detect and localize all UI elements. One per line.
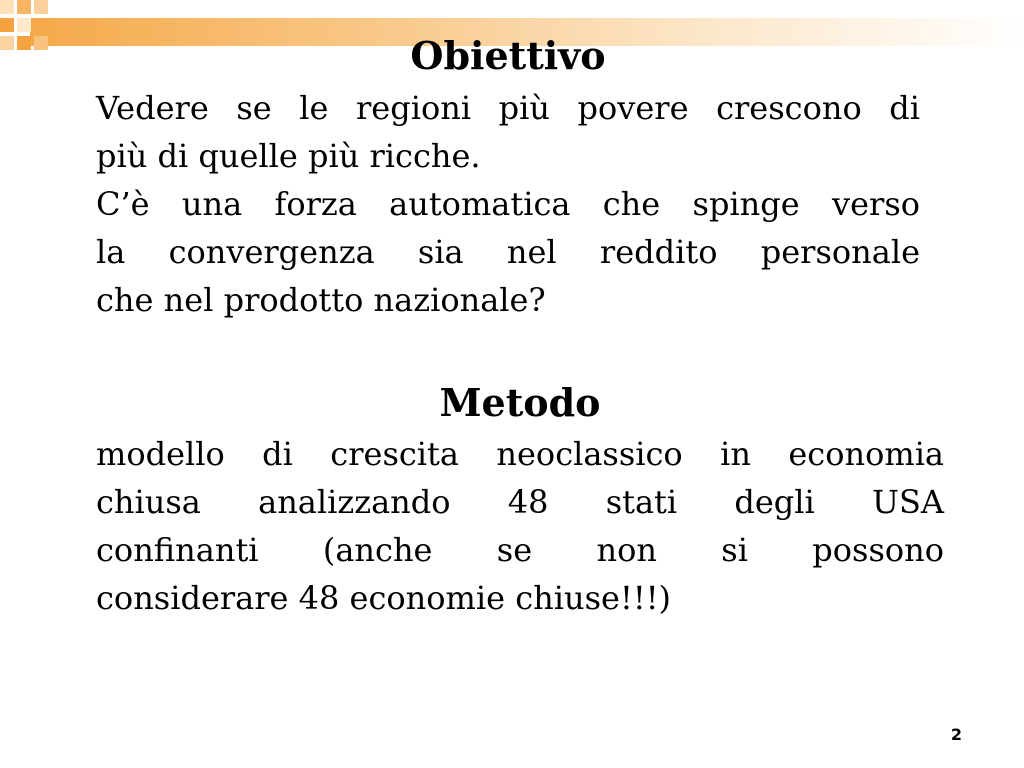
decorative-square [0, 0, 14, 14]
obiettivo-paragraph-2 [96, 180, 920, 324]
text-line: la convergenza sia nel reddito personale [96, 233, 920, 271]
text-line: più di quelle più ricche. [96, 137, 481, 175]
text-line: considerare 48 economie chiuse!!!) [96, 579, 672, 617]
text-line: che nel prodotto nazionale? [96, 281, 546, 319]
slide-page-number: 2 [950, 725, 962, 744]
text-line: C’è una forza automatica che spinge verso [96, 185, 920, 223]
text-line: chiusa analizzando 48 stati degli USA [96, 483, 944, 521]
decorative-square [0, 18, 14, 32]
section-title-metodo: Metodo [439, 380, 601, 425]
section-title-obiettivo: Obiettivo [410, 33, 606, 78]
decorative-square [17, 18, 31, 32]
obiettivo-paragraph-1 [96, 84, 920, 180]
text-line: modello di crescita neoclassico in economia [96, 435, 944, 473]
decorative-square [17, 0, 31, 14]
text-line: confinanti (anche se non si possono [96, 531, 944, 569]
text-line: Vedere se le regioni più povere crescono di [96, 89, 920, 127]
metodo-paragraph [96, 430, 944, 622]
decorative-square [34, 18, 48, 32]
decorative-square [34, 0, 48, 14]
